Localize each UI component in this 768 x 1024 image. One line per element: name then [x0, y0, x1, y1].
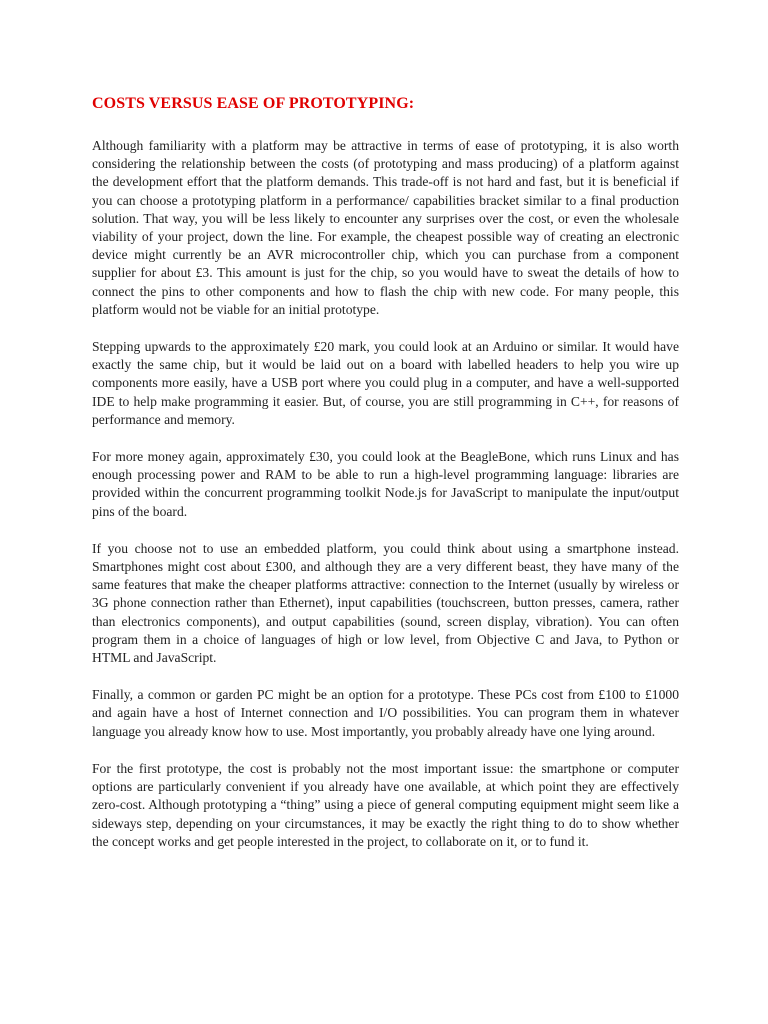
section-heading: COSTS VERSUS EASE OF PROTOTYPING:: [92, 95, 415, 112]
paragraph-beaglebone: For more money again, approximately £30, you could look at the BeagleBone, which runs Linux and has enough processing power and RAM to be able to run a high-level programming language: libraries are provided within the concurrent programming toolkit Node.js for JavaScript to manipulate the input/output pins of the board.: [92, 449, 679, 519]
paragraph-pc: Finally, a common or garden PC might be an option for a prototype. These PCs cost from £100 to £1000 and again have a host of Internet connection and I/O possibilities. You can program them in whatever language you already know how to use. Most importantly, you probably already have one lying around.: [92, 687, 679, 739]
paragraph-intro: Although familiarity with a platform may be attractive in terms of ease of prototyping, it is also worth considering the relationship between the costs (of prototyping and mass producing) of a platform against the development effort that the platform demands. This trade-off is not hard and fast, but it is beneficial if you can choose a prototyping platform in a performance/ capabilities bracket similar to a final production solution. That way, you will be less likely to encounter any surprises over the cost, or even the wholesale viability of your project, down the line. For example, the cheapest possible way of creating an electronic device might currently be an AVR microcontroller chip, which you can purchase from a component supplier for about £3. This amount is just for the chip, so you would have to sweat the details of how to connect the pins to other components and how to flash the chip with new code. For many people, this platform would not be viable for an initial prototype.: [92, 138, 679, 317]
paragraph-arduino: Stepping upwards to the approximately £20 mark, you could look at an Arduino or similar. It would have exactly the same chip, but it would be laid out on a board with labelled headers to help you wire up components more easily, have a USB port where you could plug in a computer, and have a well-supported IDE to help make programming it easier. But, of course, you are still programming in C++, for reasons of performance and memory.: [92, 339, 679, 427]
paragraph-first-prototype: For the first prototype, the cost is probably not the most important issue: the smartphone or computer options are particularly convenient if you already have one available, at which point they are effectively zero-cost. Although prototyping a “thing” using a piece of general computing equipment might seem like a sideways step, depending on your circumstances, it may be exactly the right thing to do to show whether the concept works and get people interested in the project, to collaborate on it, or to fund it.: [92, 760, 679, 849]
paragraph-smartphone: If you choose not to use an embedded platform, you could think about using a smartphone instead. Smartphones might cost about £300, and although they are a very different beast, they have many of the same features that make the cheaper platforms attractive: connection to the Internet (usually by wireless or 3G phone connection rather than Ethernet), input capabilities (touchscreen, button presses, camera, rather than electronics components), and output capabilities (sound, screen display, vibration). You can often program them in a choice of languages of high or low level, from Objective C and Java, to Python or HTML and JavaScript.: [92, 540, 679, 666]
document-body: [92, 94, 679, 870]
